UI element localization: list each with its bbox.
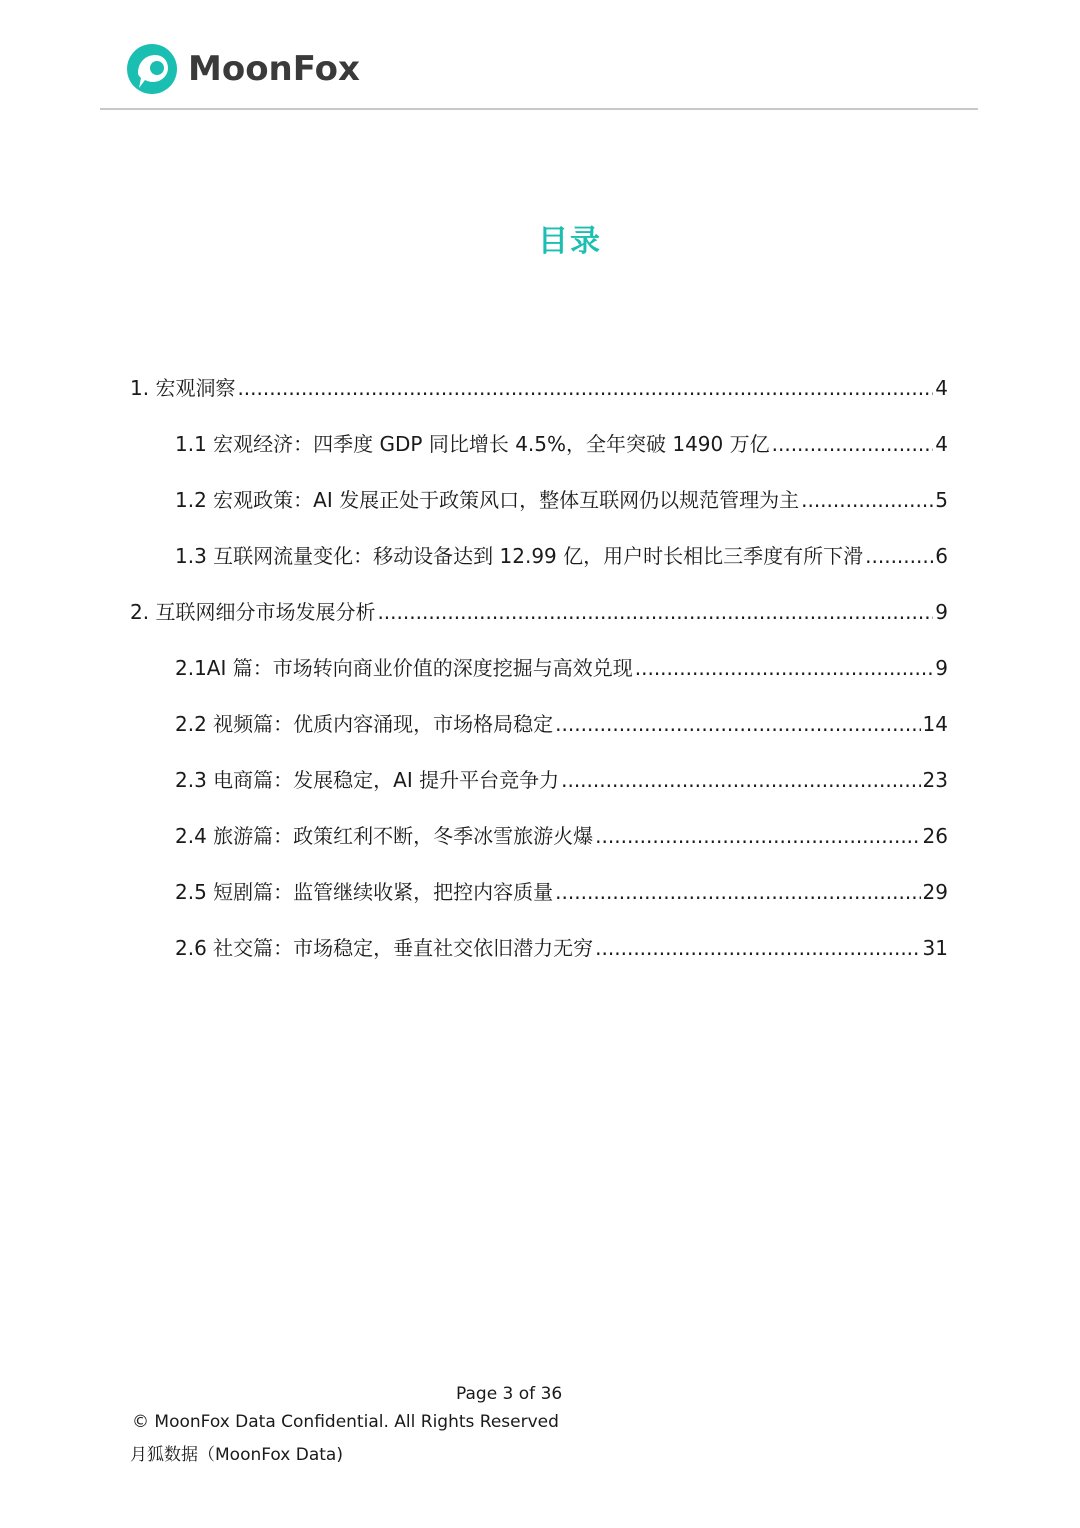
toc-entry-title: 2.6 社交篇：市场稳定，垂直社交依旧潜力无穷 <box>175 936 594 960</box>
toc-entry[interactable] <box>175 760 948 800</box>
toc-entry-title: 2. 互联网细分市场发展分析 <box>130 600 376 624</box>
toc-entry-page: 29 <box>922 880 948 904</box>
page-number: Page 3 of 36 <box>456 1384 563 1404</box>
moonfox-logo-icon <box>126 43 178 95</box>
toc-dot-leader <box>635 648 934 688</box>
toc-entry[interactable] <box>175 704 948 744</box>
header-divider <box>100 108 978 110</box>
toc-entry-title: 1.3 互联网流量变化：移动设备达到 12.99 亿，用户时长相比三季度有所下滑 <box>175 544 864 568</box>
toc-dot-leader <box>555 872 920 912</box>
toc-entry-page: 14 <box>922 712 948 736</box>
toc-entry[interactable] <box>175 872 948 912</box>
toc-title: 目录 <box>538 224 602 259</box>
toc-entry-title: 1. 宏观洞察 <box>130 376 236 400</box>
toc-entry-title: 2.3 电商篇：发展稳定，AI 提升平台竞争力 <box>175 768 560 792</box>
page-header <box>0 0 1080 112</box>
toc-entry[interactable] <box>175 536 948 576</box>
toc-entry[interactable] <box>175 480 948 520</box>
toc-entry-page: 5 <box>935 488 948 512</box>
toc-dot-leader <box>595 928 920 968</box>
company-name: 月狐数据（MoonFox Data) <box>130 1445 343 1465</box>
toc-entry-page: 9 <box>935 600 948 624</box>
toc-dot-leader <box>377 592 933 632</box>
moonfox-logo <box>126 42 360 96</box>
toc-entry-page: 23 <box>922 768 948 792</box>
toc-entry[interactable] <box>175 928 948 968</box>
toc-dot-leader <box>865 536 933 576</box>
toc-entry[interactable] <box>175 424 948 464</box>
toc-entry-title: 2.1AI 篇：市场转向商业价值的深度挖掘与高效兑现 <box>175 656 633 680</box>
toc-dot-leader <box>555 704 920 744</box>
toc-entry-title: 2.5 短剧篇：监管继续收紧，把控内容质量 <box>175 880 554 904</box>
toc-entry-page: 31 <box>922 936 948 960</box>
toc-entry-title: 2.4 旅游篇：政策红利不断，冬季冰雪旅游火爆 <box>175 824 594 848</box>
toc-entry-title: 1.2 宏观政策：AI 发展正处于政策风口，整体互联网仍以规范管理为主 <box>175 488 800 512</box>
toc-entry[interactable] <box>130 368 948 408</box>
toc-dot-leader <box>801 480 933 520</box>
toc-entry-page: 9 <box>935 656 948 680</box>
copyright-notice: © MoonFox Data Confidential. All Rights Reserved <box>132 1412 559 1432</box>
toc-entry[interactable] <box>130 592 948 632</box>
toc-entry-page: 4 <box>935 432 948 456</box>
toc-dot-leader <box>237 368 933 408</box>
toc-entry-page: 26 <box>922 824 948 848</box>
toc-entry-page: 6 <box>935 544 948 568</box>
toc-entry-title: 2.2 视频篇：优质内容涌现，市场格局稳定 <box>175 712 554 736</box>
toc-entry[interactable] <box>175 648 948 688</box>
toc-dot-leader <box>772 424 934 464</box>
brand-name: MoonFox <box>188 49 360 89</box>
toc-entry-page: 4 <box>935 376 948 400</box>
toc-entry[interactable] <box>175 816 948 856</box>
toc-dot-leader <box>561 760 920 800</box>
toc-entry-title: 1.1 宏观经济：四季度 GDP 同比增长 4.5%，全年突破 1490 万亿 <box>175 432 770 456</box>
toc-dot-leader <box>595 816 920 856</box>
